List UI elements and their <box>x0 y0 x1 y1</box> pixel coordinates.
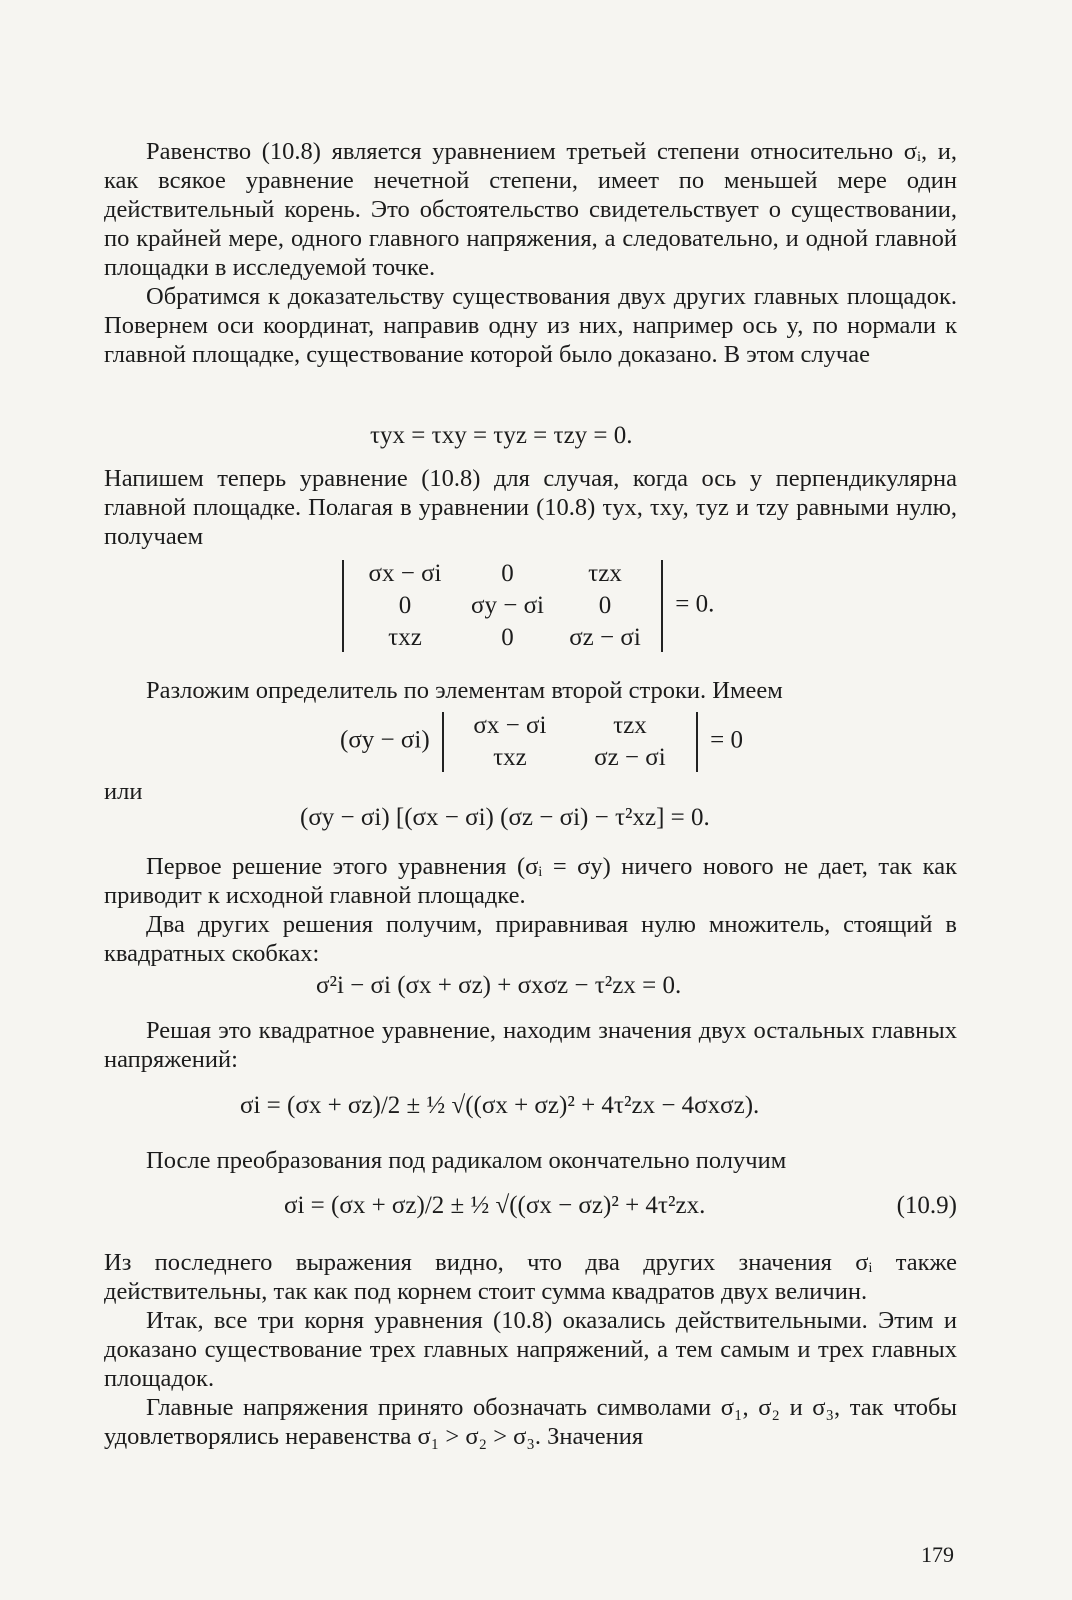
text-block-3 <box>104 676 957 705</box>
paragraph: Первое решение этого уравнения (σᵢ = σy) ничего нового не дает, так как приводит к исходной главной площадке. <box>104 853 957 909</box>
matrix-cell: 0 <box>398 592 412 619</box>
determinant-2x2 <box>340 712 743 772</box>
matrix-cell: σz − σi <box>594 744 666 771</box>
text-block-7 <box>104 1248 957 1451</box>
text-block-4 <box>104 852 957 968</box>
paragraph: Решая это квадратное уравнение, находим значения двух остальных главных напряжений: <box>104 1017 957 1073</box>
determinant-3x3 <box>336 560 714 652</box>
paragraph: Напишем теперь уравнение (10.8) для случая, когда ось y перпендикулярна главной площадке. Полагая в уравнении (10.8) τyx, τxy, τyz и τzy равными нулю, получаем <box>104 465 957 550</box>
text-block-2 <box>104 464 957 551</box>
paragraph: Итак, все три корня уравнения (10.8) оказались действительными. Этим и доказано существование трех главных напряжений, а тем самым и трех главных площадок. <box>104 1307 957 1392</box>
matrix-cell: τxz <box>388 624 422 651</box>
determinant-rhs: = 0 <box>710 726 744 754</box>
determinant-rhs: = 0. <box>675 590 715 618</box>
matrix-cell: 0 <box>501 624 514 651</box>
paragraph: Главные напряжения принято обозначать символами σ₁, σ₂ и σ₃, так чтобы удовлетворялись неравенства σ₁ > σ₂ > σ₃. Значения <box>104 1394 957 1450</box>
equation-number: (10.9) <box>896 1192 957 1219</box>
matrix-cell: τzx <box>613 712 647 739</box>
equation-10-9: σi = (σx + σz)/2 ± ½ √((σx − σz)² + 4τ²zx. <box>284 1192 706 1219</box>
equation-tau-zero: τyx = τxy = τyz = τzy = 0. <box>370 422 633 449</box>
page-number: 179 <box>921 1542 954 1567</box>
equation-expanded: (σy − σi) [(σx − σi) (σz − σi) − τ²xz] = 0. <box>300 804 710 831</box>
matrix-cell: σy − σi <box>471 592 544 619</box>
paragraph: Равенство (10.8) является уравнением третьей степени относительно σᵢ, и, как всякое уравнение нечетной степени, имеет по меньшей мере один действительный корень. Это обстоятельство свидетельствует о существовании, по крайней мере, одного главного напряжения, а следовательно, и одной главной площадки в исследуемой точке. <box>104 138 957 281</box>
matrix-cell: 0 <box>501 560 514 587</box>
text-block-1 <box>104 137 957 369</box>
paragraph: Два других решения получим, приравнивая нулю множитель, стоящий в квадратных скобках: <box>104 911 957 967</box>
matrix-cell: τzx <box>588 560 622 587</box>
factor-prefix: (σy − σi) <box>340 726 430 754</box>
matrix-3x3 <box>350 560 655 652</box>
equation-quadratic: σ²i − σi (σx + σz) + σxσz − τ²zx = 0. <box>316 972 682 999</box>
matrix-2x2 <box>450 712 690 772</box>
paragraph: Обратимся к доказательству существования двух других главных площадок. Повернем оси координат, направив одну из них, например ось y, по нормали к главной площадке, существование которой было доказано. В этом случае <box>104 283 957 368</box>
paragraph: Разложим определитель по элементам второй строки. Имеем <box>146 677 783 704</box>
equation-roots: σi = (σx + σz)/2 ± ½ √((σx + σz)² + 4τ²zx − 4σxσz). <box>240 1092 760 1119</box>
paragraph: После преобразования под радикалом окончательно получим <box>146 1147 787 1174</box>
paragraph: Из последнего выражения видно, что два других значения σᵢ также действительны, так как под корнем стоит сумма квадратов двух величин. <box>104 1249 957 1305</box>
text-block-5 <box>104 1016 957 1074</box>
matrix-cell: σx − σi <box>473 712 547 739</box>
word-ili: или <box>104 778 143 805</box>
matrix-cell: σx − σi <box>368 560 442 587</box>
text-block-6 <box>104 1146 957 1175</box>
matrix-cell: σz − σi <box>569 624 641 651</box>
matrix-cell: τxz <box>493 744 527 771</box>
matrix-cell: 0 <box>598 592 612 619</box>
